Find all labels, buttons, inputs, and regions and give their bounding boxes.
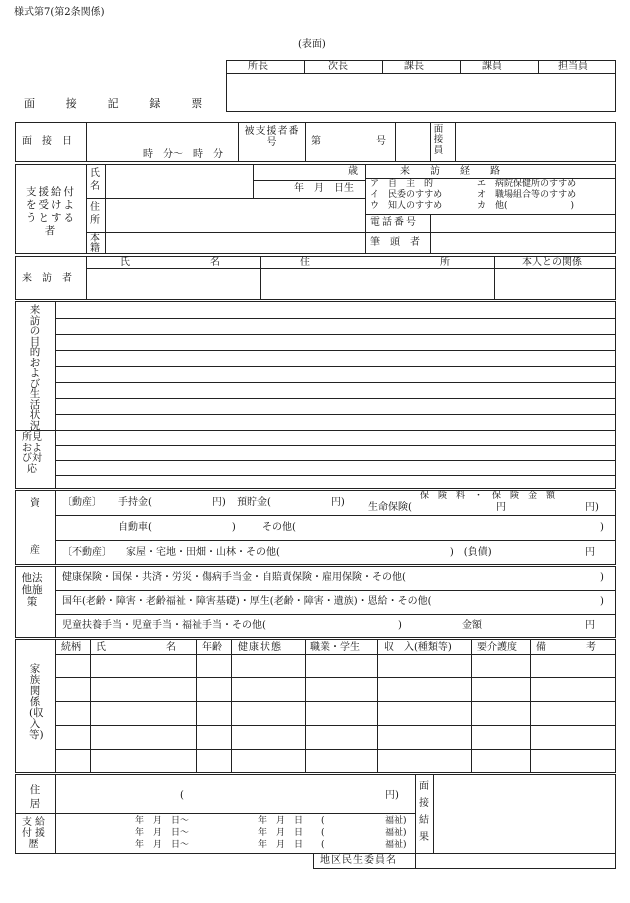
premium-header: 保 険 料 ・ 保 険 金 額 (420, 491, 556, 501)
movable-label: 〔動産〕 (62, 497, 102, 508)
housing-rent-field[interactable]: 円) (385, 790, 399, 801)
history-2-from[interactable]: 年 月 日〜 (135, 828, 190, 838)
address-label: 住所 (90, 202, 100, 226)
stamp-staff: 課員 (482, 61, 502, 72)
amount-yen[interactable]: 円 (585, 620, 595, 631)
assets-label-bottom: 産 (30, 545, 40, 556)
side-label: (表面) (298, 39, 326, 50)
insurance-yen[interactable]: 円) (585, 502, 599, 513)
family-header-occupation: 職業・学生 (310, 642, 360, 653)
measures-row-2-close: ) (600, 596, 604, 607)
real-estate-label: 〔不動産〕 (62, 547, 112, 558)
name-label: 氏名 (90, 168, 100, 192)
housing-open-paren: ( (180, 790, 184, 801)
visit-route-title: 来 訪 経 路 (400, 166, 500, 177)
route-option-o[interactable]: オ 職場組合等のすすめ (477, 190, 577, 200)
domicile-label: 本籍 (90, 233, 100, 254)
writer-label: 筆 頭 者 (370, 237, 420, 248)
route-option-u[interactable]: ウ 知人のすすめ (370, 201, 443, 211)
interviewer-label: 面接員 (433, 124, 444, 156)
history-2-type[interactable]: 福祉) (385, 828, 407, 838)
debt-yen[interactable]: 円 (585, 547, 595, 558)
family-header-income: 収 入(種類等) (384, 642, 452, 653)
number-suffix: 号 (376, 136, 386, 147)
insurance-label: 生命保険( (368, 502, 412, 513)
car-field[interactable]: 自動車( ) (118, 522, 236, 533)
measures-row-1[interactable]: 健康保険・国保・共済・労災・傷病手当金・自賠責保険・雇用保険・その他( (62, 572, 406, 583)
amount-label: 金額 (462, 620, 482, 631)
visitor-name-header: 氏 名 (120, 257, 220, 268)
history-1-from[interactable]: 年 月 日〜 (135, 816, 190, 826)
family-header-age: 年齢 (202, 642, 222, 653)
savings-field[interactable]: 預貯金( 円) (237, 497, 345, 508)
housing-label: 住居 (29, 784, 41, 810)
other-measures-label: 他法他施策 (21, 572, 43, 609)
history-1-type[interactable]: 福祉) (385, 816, 407, 826)
family-header-health: 健康状態 (238, 642, 282, 653)
stamp-caseworker: 担当員 (558, 61, 588, 72)
route-option-a[interactable]: ア 自 主 的 (370, 179, 434, 189)
interview-date-label: 面 接 日 (22, 136, 72, 147)
stamp-deputy: 次長 (328, 61, 348, 72)
family-header-remarks: 備 考 (536, 642, 596, 653)
interview-time-field[interactable]: 時 分〜 時 分 (143, 149, 223, 160)
measures-row-3[interactable]: 児童扶養手当・児童手当・福祉手当・その他( (62, 620, 266, 631)
applicant-section-label: 支援給付を受けようとする者 (26, 186, 76, 238)
recipient-number-label: 被支援者番号 (244, 126, 300, 148)
history-3-type[interactable]: 福祉) (385, 840, 407, 850)
phone-label: 電話番号 (370, 217, 418, 228)
history-3-to[interactable]: 年 月 日 ( (258, 840, 325, 850)
birth-date-field[interactable]: 年 月 日生 (294, 183, 354, 194)
stamp-section-chief: 課長 (404, 61, 424, 72)
premium-yen[interactable]: 円 (496, 502, 506, 513)
visitor-relation-header: 本人との関係 (522, 257, 582, 268)
stamp-chief: 所長 (248, 61, 268, 72)
assets-label-top: 資 (30, 498, 40, 509)
opinion-label: 所見および対応 (22, 432, 42, 475)
aid-history-label: 支給付援歴 (22, 817, 48, 850)
commissioner-label: 地区民生委員名 (320, 855, 397, 866)
history-1-to[interactable]: 年 月 日 ( (258, 816, 325, 826)
other-asset-field[interactable]: その他( (262, 522, 296, 533)
visitor-address-header: 住 所 (300, 257, 450, 268)
cash-field[interactable]: 手持金( 円) (118, 497, 226, 508)
measures-row-1-close: ) (600, 572, 604, 583)
form-number: 様式第7(第2条関係) (14, 7, 105, 18)
family-header-name: 氏 名 (96, 642, 176, 653)
purpose-label: 来訪の目的および生活状況 (29, 304, 41, 432)
family-section (15, 639, 616, 773)
route-option-i[interactable]: イ 民委のすすめ (370, 190, 443, 200)
measures-row-2[interactable]: 国年(老齢・障害・老齢福祉・障害基礎)・厚生(老齢・障害・遺族)・恩給・その他( (62, 596, 432, 607)
history-2-to[interactable]: 年 月 日 ( (258, 828, 325, 838)
interview-result-label: 面接結果 (419, 781, 429, 843)
age-unit: 歳 (348, 166, 358, 177)
real-estate-field[interactable]: 家屋・宅地・田畑・山林・その他( ) (負債) (126, 547, 492, 558)
route-option-ka[interactable]: カ 他( ) (477, 201, 575, 211)
measures-row-3-close: ) (398, 620, 402, 631)
history-3-from[interactable]: 年 月 日〜 (135, 840, 190, 850)
page-title: 面 接 記 録 票 (24, 97, 213, 110)
family-header-care-level: 要介護度 (477, 642, 517, 653)
number-prefix: 第 (311, 136, 321, 147)
visitor-label: 来 訪 者 (22, 273, 72, 284)
other-asset-close: ) (600, 522, 604, 533)
route-option-e[interactable]: エ 病院保健所のすすめ (477, 179, 577, 189)
family-header-relation: 続柄 (61, 642, 81, 653)
family-label: 家族関係(収入等) (29, 663, 44, 742)
